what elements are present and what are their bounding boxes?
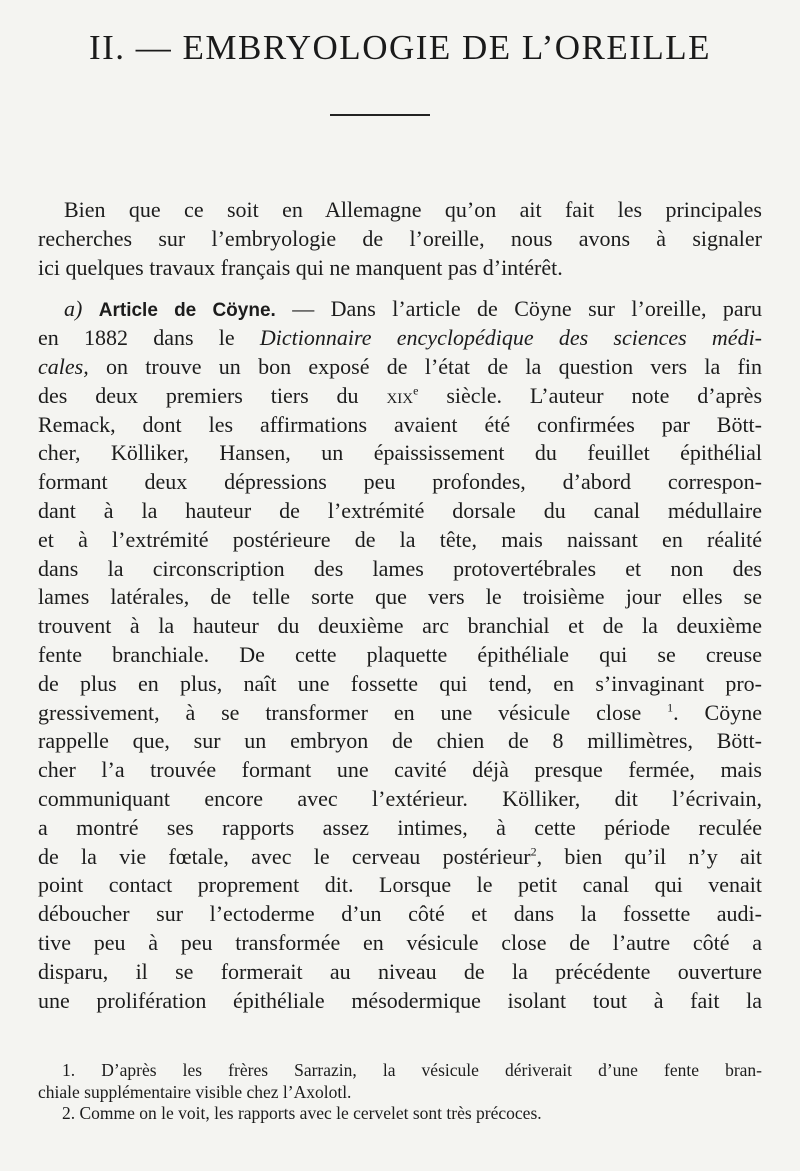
footnote-2: 2. Comme on le voit, les rapports avec le cervelet sont très précoces. xyxy=(62,1103,542,1123)
footnote-1-line: 1. D’après les frères Sarrazin, la vésicule dériverait d’une fente bran- xyxy=(62,1060,762,1080)
text-run: en 1882 dans le xyxy=(38,325,260,351)
section-line: rappelle que, sur un embryon de chien de 8 millimètres, Bött- xyxy=(38,728,762,754)
text-run: on trouve un bon exposé de l’état de la question vers la fin xyxy=(88,353,762,379)
century-numeral: xix xyxy=(386,382,414,408)
section-text: — Dans l’article de Cöyne sur l’oreille, paru xyxy=(275,296,763,322)
section-label: Article de Cöyne. xyxy=(98,300,276,322)
section-marker: a) xyxy=(64,296,83,322)
dictionary-title: Dictionnaire encyclopédique des sciences médi- xyxy=(259,325,763,351)
intro-line: Bien que ce soit en Allemagne qu’on ait fait les principales xyxy=(64,197,762,222)
section-line: point contact proprement dit. Lorsque le petit canal qui venait xyxy=(38,872,762,898)
section-line: communiquant encore avec l’extérieur. Kölliker, dit l’écrivain, xyxy=(38,785,762,811)
footnotes xyxy=(38,1060,762,1125)
body-text xyxy=(38,196,762,1015)
text-run: des deux premiers tiers du xyxy=(38,382,387,408)
chapter-heading: II. — EMBRYOLOGIE DE L’OREILLE xyxy=(88,28,712,67)
section-line: a montré ses rapports assez intimes, à cette période reculée xyxy=(38,814,762,840)
section-line: formant deux dépressions peu profondes, d’abord correspon- xyxy=(38,469,762,495)
text-run: siècle. L’auteur note d’après xyxy=(418,382,762,408)
section-line: dans la circonscription des lames protovertébrales et non des xyxy=(38,555,762,581)
section-line: fente branchiale. De cette plaquette épithéliale qui se creuse xyxy=(38,641,762,667)
dictionary-title-end: cales, xyxy=(38,353,89,379)
section-line: disparu, il se formerait au niveau de la précédente ouverture xyxy=(38,958,762,984)
section-line: dant à la hauteur de l’extrémité dorsale du canal médullaire xyxy=(38,497,762,523)
section-line: lames latérales, de telle sorte que vers le troisième jour elles se xyxy=(38,584,762,610)
footnote-ref-1[interactable]: 1 xyxy=(667,700,674,715)
section-line: déboucher sur l’ectoderme d’un côté et dans la fossette audi- xyxy=(38,901,762,927)
century-superscript: e xyxy=(413,383,419,398)
section-line: tive peu à peu transformée en vésicule close de l’autre côté a xyxy=(38,929,762,955)
section-line xyxy=(38,699,762,728)
section-line xyxy=(38,843,762,872)
section-line: cher, Kölliker, Hansen, un épaississement du feuillet épithélial xyxy=(38,440,762,466)
section-line xyxy=(38,353,762,382)
section-line: et à l’extrémité postérieure de la tête, mais naissant en réalité xyxy=(38,526,762,552)
section-line: cher l’a trouvée formant une cavité déjà presque fermée, mais xyxy=(38,757,762,783)
intro-line: recherches sur l’embryologie de l’oreille, nous avons à signaler xyxy=(38,225,762,251)
text-run: , bien qu’il n’y ait xyxy=(536,843,762,869)
footnote-ref-2[interactable]: 2 xyxy=(530,844,537,859)
heading-rule xyxy=(330,114,430,116)
section-first-line xyxy=(38,295,762,324)
section-line: une prolifération épithéliale mésodermique isolant tout à fait la xyxy=(38,987,762,1013)
section-line xyxy=(38,324,762,353)
text-run: . Cöyne xyxy=(673,699,762,725)
section-line xyxy=(38,382,762,411)
intro-line: ici quelques travaux français qui ne manquent pas d’intérêt. xyxy=(38,254,563,280)
section-line: de plus en plus, naît une fossette qui tend, en s’invaginant pro- xyxy=(38,670,762,696)
text-run: de la vie fœtale, avec le cerveau postérieur xyxy=(38,843,531,869)
footnote-1-line: chiale supplémentaire visible chez l’Axolotl. xyxy=(38,1081,352,1102)
text-run: gressivement, à se transformer en une vésicule close xyxy=(38,699,642,725)
section-line: Remack, dont les affirmations avaient été confirmées par Bött- xyxy=(38,411,762,437)
section-line: trouvent à la hauteur du deuxième arc branchial et de la deuxième xyxy=(38,613,762,639)
